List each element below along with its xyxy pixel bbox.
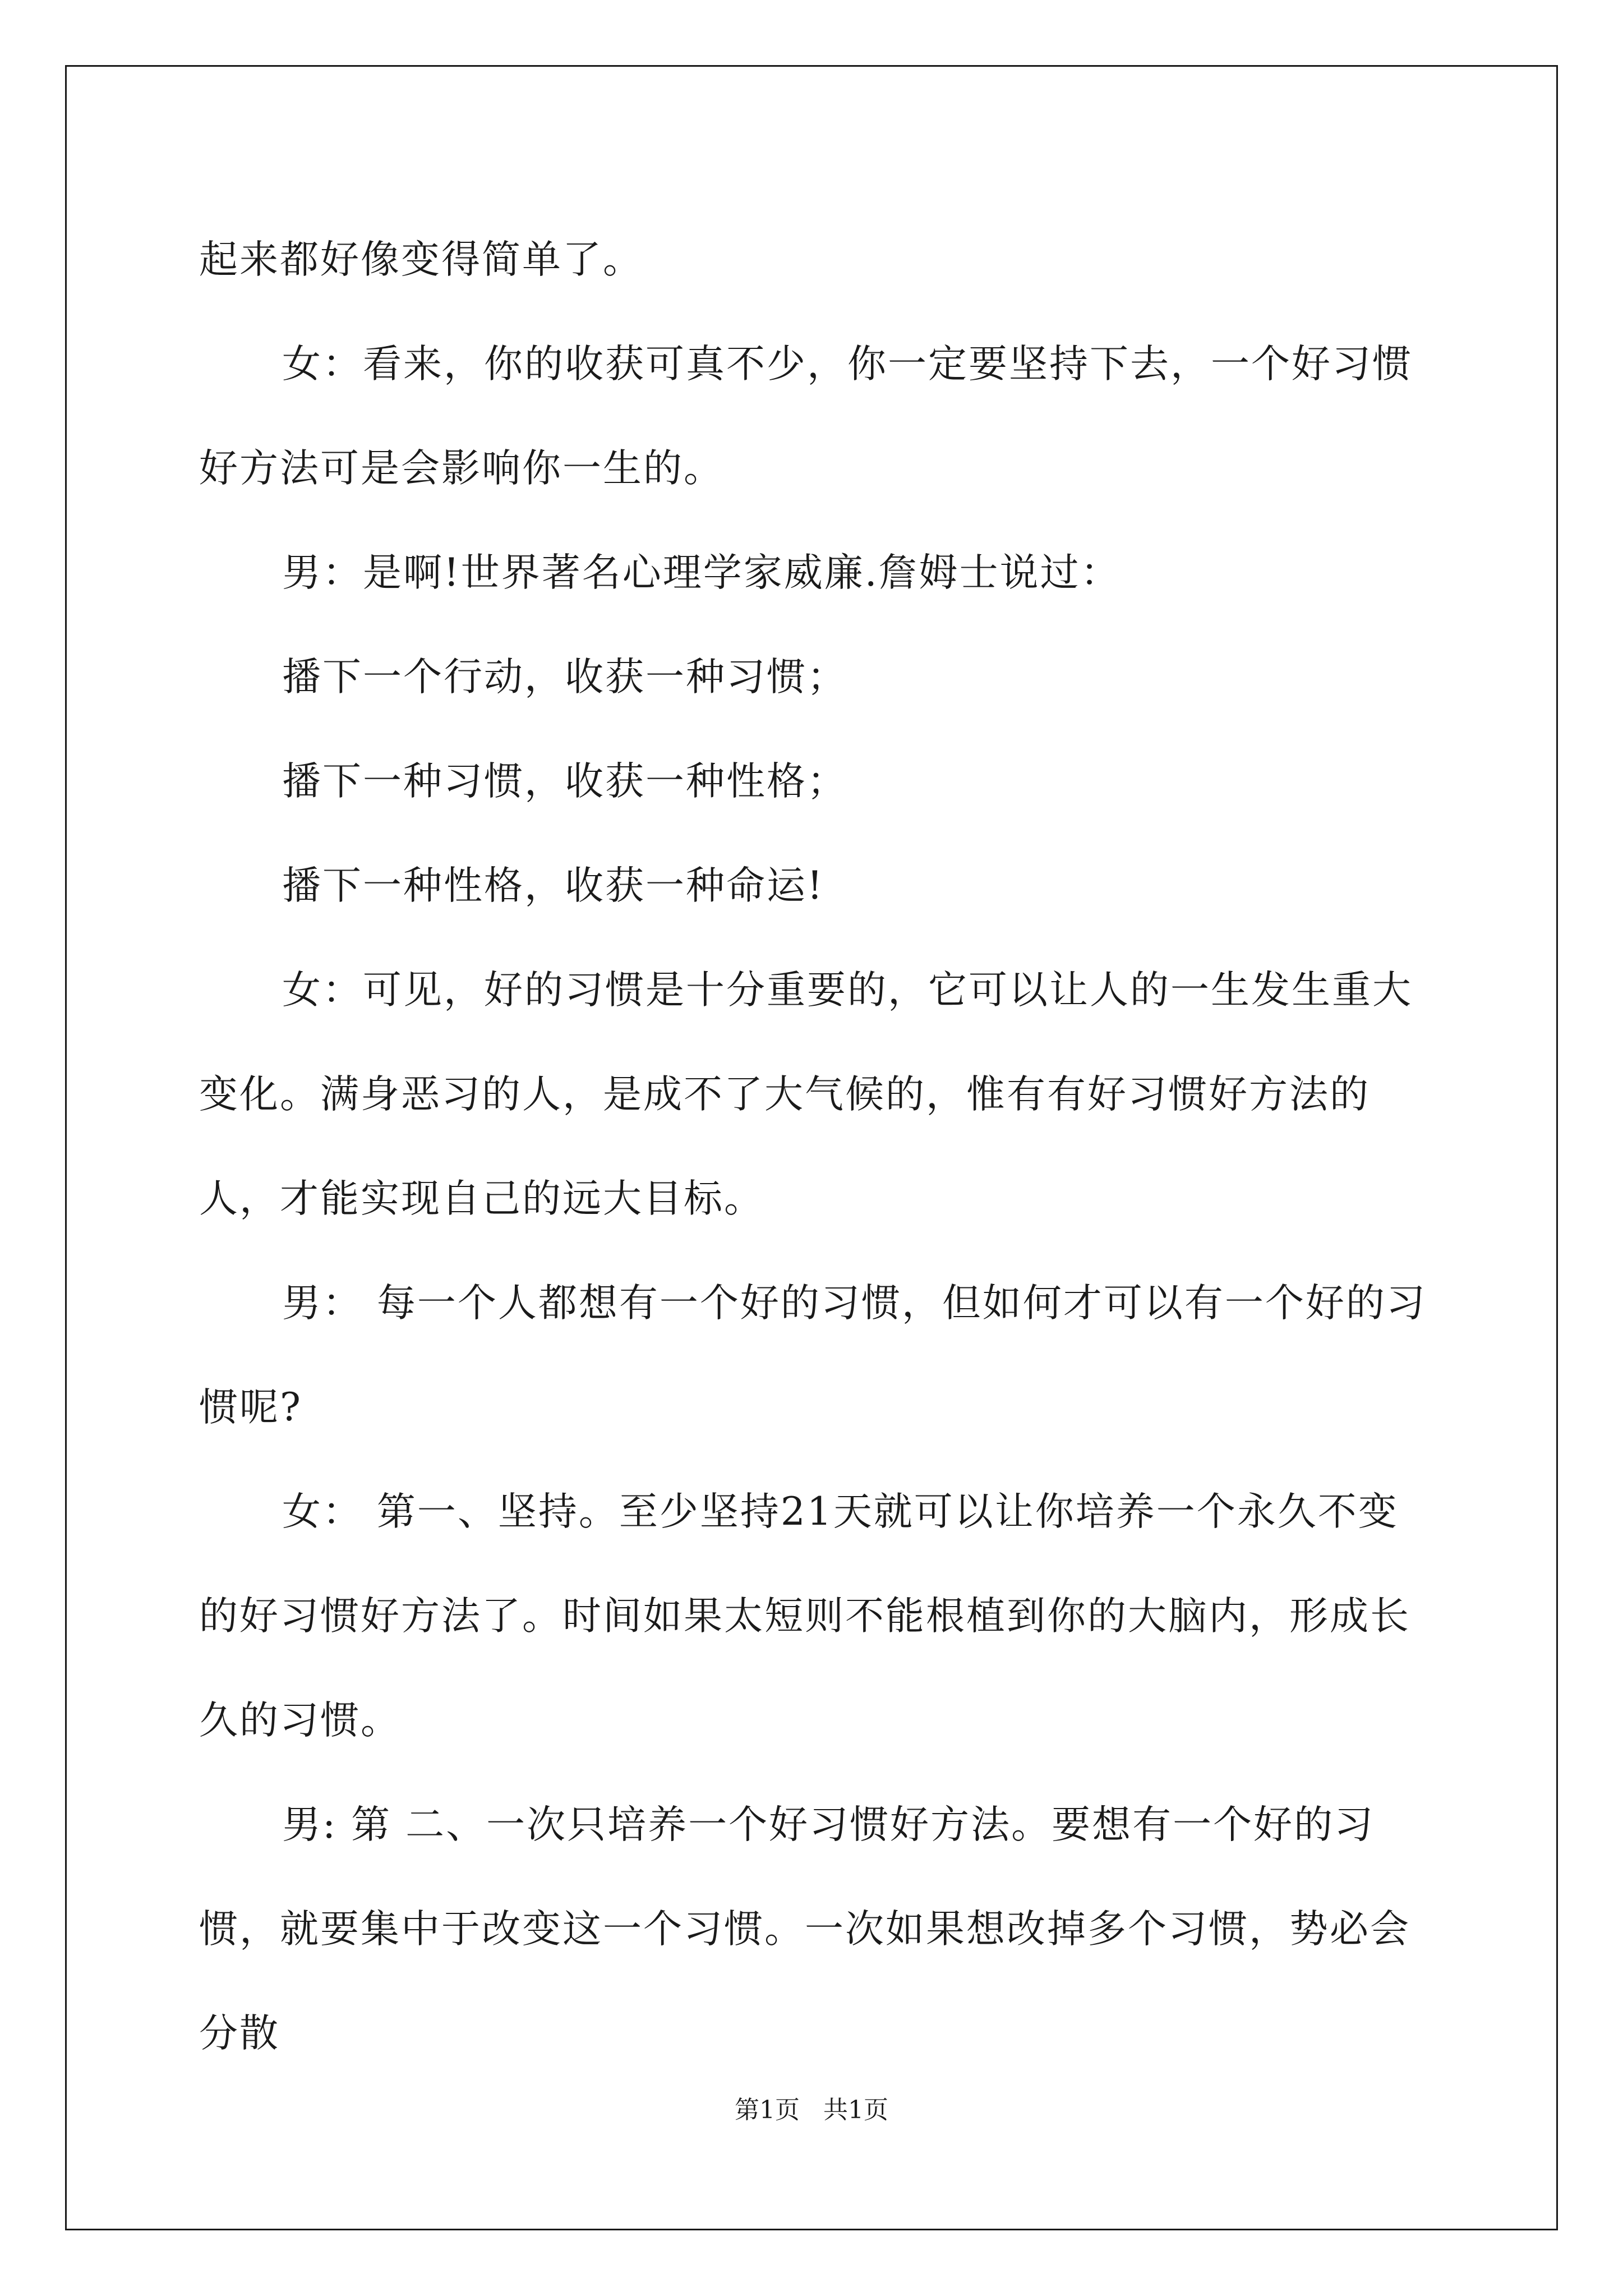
paragraph-dialogue: 男： 每一个人都想有一个好的习惯，但如何才可以有一个好的习惯呢?: [199, 1281, 1427, 1430]
paragraph-dialogue: 女：可见，好的习惯是十分重要的，它可以让人的一生发生重大变化。满身恶习的人，是成不了大气候的，惟有有好习惯好方法的人，才能实现自己的远大目标。: [199, 968, 1413, 1221]
page-footer: [0, 2093, 1623, 2127]
paragraph-quote-line: 播下一种性格，收获一种命运!: [282, 863, 824, 908]
page-number: 第1页: [735, 2096, 800, 2124]
paragraph-continuation: 起来都好像变得简单了。: [199, 237, 643, 282]
paragraph-dialogue: 男: 第 二、一次只培养一个好习惯好方法。要想有一个好的习惯，就要集中于改变这一个习惯。一次如果想改掉多个习惯，势必会分散: [199, 1802, 1410, 2056]
paragraph-dialogue: 女： 第一、坚持。至少坚持21天就可以让你培养一个永久不变的好习惯好方法了。时间如果太短则不能根植到你的大脑内，形成长久的习惯。: [199, 1489, 1410, 1743]
page-total: 共1页: [823, 2096, 888, 2124]
document-body: [199, 208, 1427, 2086]
paragraph-quote-line: 播下一种习惯，收获一种性格；: [282, 759, 847, 804]
paragraph-quote-line: 播下一个行动，收获一种习惯；: [282, 655, 847, 700]
paragraph-dialogue: 男：是啊!世界著名心理学家威廉.詹姆士说过：: [282, 550, 1121, 595]
paragraph-dialogue: 女：看来，你的收获可真不少，你一定要坚持下去，一个好习惯好方法可是会影响你一生的。: [199, 342, 1413, 491]
